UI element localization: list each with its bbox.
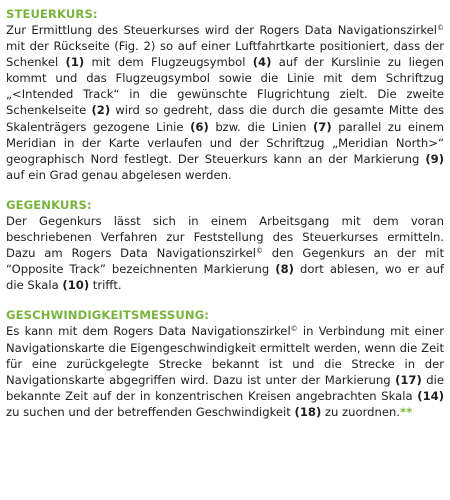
section-paragraph [6, 22, 444, 183]
text-run: parallel zu einem Meridian in der Karte verlaufen und der Schriftzug „Meridian North>“ geographisch Nord festlegt. Der Steuerkurs kann an der Markierung [6, 119, 445, 166]
reference-number: (14) [417, 388, 444, 403]
copyright-mark: © [290, 325, 298, 334]
reference-number: (1) [65, 55, 85, 70]
section-paragraph [6, 213, 444, 293]
text-run: Der Gegenkurs lässt sich in einem Arbeitsgang mit dem voran beschriebenen Verfahren zur Feststellung des Steuerkurses ermitteln. Dazu am Rogers Data Navigationszirkel [6, 213, 444, 261]
section-heading: GESCHWINDIGKEITSMESSUNG: [6, 308, 210, 323]
section-steuerkurs [6, 6, 444, 183]
section-heading: GEGENKURS: [6, 197, 92, 212]
reference-number: (2) [91, 103, 111, 118]
reference-number: (17) [395, 372, 422, 387]
text-run: mit der Rückseite (Fig. 2) so auf einer Luftfahrtkarte positioniert, dass der Schenkel [6, 39, 444, 70]
reference-number: (6) [190, 119, 209, 134]
reference-number: (8) [275, 262, 294, 277]
text-run: zu zuordnen. [321, 404, 401, 419]
copyright-mark: © [437, 24, 444, 32]
reference-number: (4) [252, 55, 272, 70]
text-run: auf der Kurslinie zu liegen kommt und das Flugzeugsymbol sowie die Linie mit dem Schriftzug „<Intended Track“ in die gewünschte Flugrichtung zielt. Die zweite Schenkelseite [6, 55, 444, 118]
section-geschwindigkeitsmessung [6, 307, 444, 420]
text-run: zu suchen und der betreffenden Geschwindigkeit [6, 404, 295, 419]
section-gegenkurs [6, 197, 444, 293]
text-run: auf ein Grad genau abgelesen werden. [6, 167, 232, 182]
text-run: dort ablesen, wo er auf die Skala [6, 262, 444, 293]
text-run: mit dem Flugzeugsymbol [84, 55, 253, 70]
copyright-mark: © [255, 247, 263, 256]
text-run: die bekannte Zeit auf der in konzentrischen Kreisen angebrachten Skala [6, 372, 444, 403]
footnote-stars: ** [400, 404, 413, 419]
text-run: in Verbindung mit einer Navigationskarte die Eigengeschwindigkeit ermittelt werden, wenn die Zeit für eine zurückgelegte Strecke bekannt ist und die Strecke in der Navigationskarte abgegriffen wird. Dazu ist unter der Markierung [6, 324, 444, 387]
text-run: bzw. die Linien [208, 119, 313, 134]
text-run: wird so gedreht, dass die durch die gesamte Mitte des Skalenträgers gezogene Linie [6, 103, 444, 134]
text-run: den Gegenkurs an der mit “Opposite Track” bezeichnenten Markierung [6, 246, 444, 277]
reference-number: (10) [62, 278, 90, 293]
section-heading: STEUERKURS: [6, 7, 98, 21]
reference-number: (18) [294, 404, 322, 419]
reference-number: (7) [312, 119, 332, 134]
text-run: trifft. [89, 278, 122, 293]
text-run: Zur Ermittlung des Steuerkurses wird der Rogers Data Navigationszirkel [6, 23, 437, 37]
reference-number: (9) [425, 151, 444, 166]
text-run: Es kann mit dem Rogers Data Navigationszirkel [6, 324, 291, 339]
section-paragraph [6, 323, 444, 420]
